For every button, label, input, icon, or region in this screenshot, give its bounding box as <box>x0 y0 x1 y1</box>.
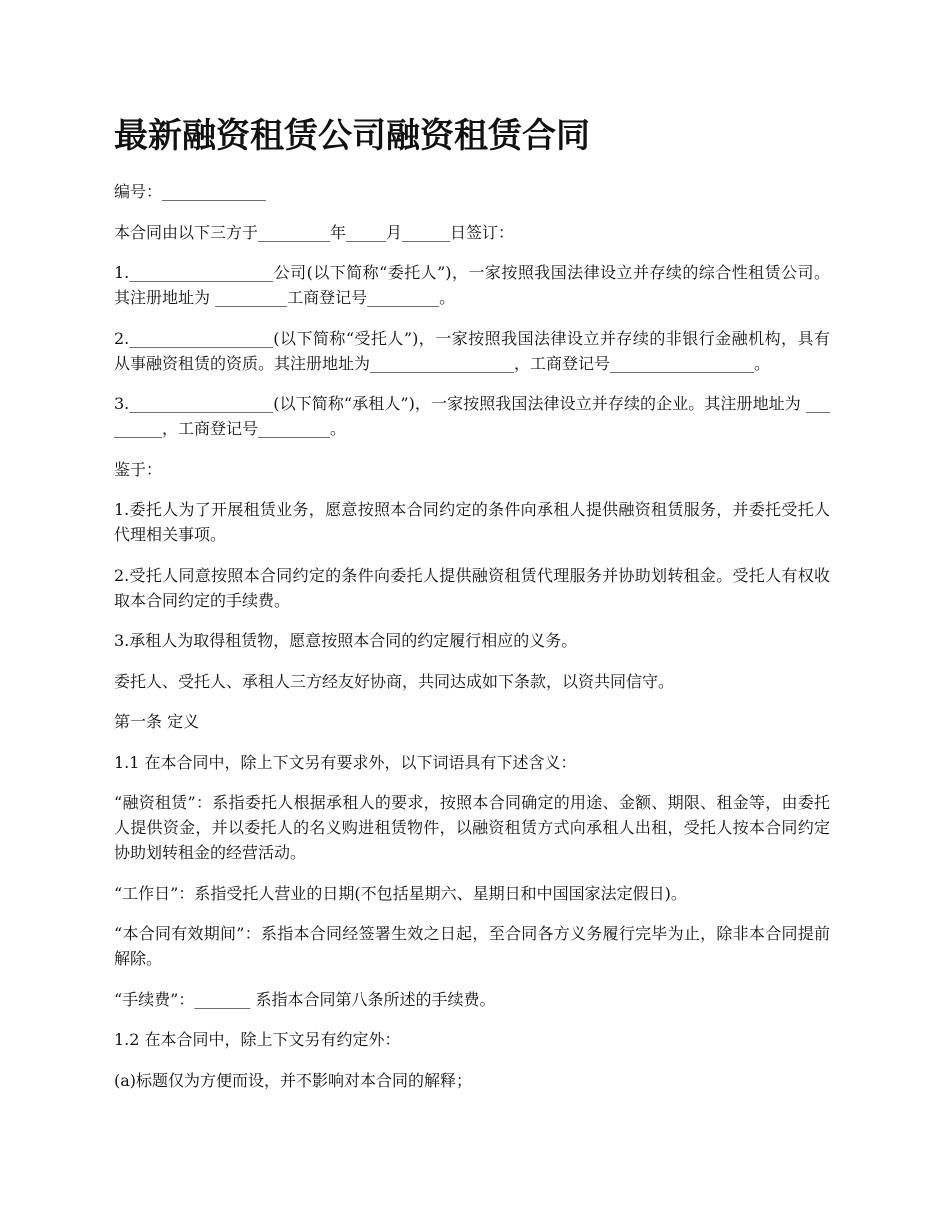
definition-validity-period: “本合同有效期间”：系指本合同经签署生效之日起，至合同各方义务履行完毕为止，除非本合同提前解除。 <box>114 924 830 968</box>
signing-date-line: 本合同由以下三方于_________年_____月______日签订： <box>114 222 515 242</box>
agreement-statement: 委托人、受托人、承租人三方经友好协商，共同达成如下条款，以资共同信守。 <box>114 671 675 691</box>
document-title: 最新融资租赁公司融资租赁合同 <box>114 116 590 156</box>
party-trustee: 2.__________________(以下简称“受托人”)，一家按照我国法律设立并存续的非银行金融机构，具有从事融资租赁的资质。其注册地址为__________________，工商登记号__________________。 <box>114 328 830 373</box>
whereas-clause-1: 1.委托人为了开展租赁业务，愿意按照本合同约定的条件向承租人提供融资租赁服务，并委托受托人代理相关事项。 <box>114 500 830 544</box>
whereas-clause-3: 3.承租人为取得租赁物，愿意按照本合同的约定履行相应的义务。 <box>114 631 578 650</box>
clause-1-2: 1.2 在本合同中，除上下文另有约定外： <box>114 1030 401 1049</box>
party-entrustor: 1.__________________公司(以下简称“委托人”)，一家按照我国法律设立并存续的综合性租赁公司。其注册地址为 _________工商登记号_________。 <box>114 263 830 307</box>
definition-working-day: “工作日”：系指受托人营业的日期(不包括星期六、星期日和中国国家法定假日)。 <box>114 883 687 903</box>
clause-1-2-a: (a)标题仅为方便而设，并不影响对本合同的解释； <box>114 1070 473 1090</box>
definition-handling-fee: “手续费”：_______ 系指本合同第八条所述的手续费。 <box>114 989 496 1009</box>
whereas-clause-2: 2.受托人同意按照本合同约定的条件向委托人提供融资租赁代理服务并协助划转租金。受托人有权收取本合同约定的手续费。 <box>114 565 830 610</box>
clause-1-1: 1.1 在本合同中，除上下文另有要求外，以下词语具有下述含义： <box>114 752 577 772</box>
document-body <box>114 179 830 1108</box>
article-1-heading: 第一条 定义 <box>114 712 200 731</box>
definition-financial-leasing: “融资租赁”：系指委托人根据承租人的要求，按照本合同确定的用途、金额、期限、租金等，由委托人提供资金，并以委托人的名义购进租赁物件，以融资租赁方式向承租人出租，受托人按本合同约定协助划转租金的经营活动。 <box>114 793 830 862</box>
party-lessee: 3.__________________(以下简称“承租人”)，一家按照我国法律设立并存续的企业。其注册地址为 _________，工商登记号_________。 <box>114 394 830 438</box>
contract-number: 编号：_____________ <box>114 182 267 201</box>
whereas-heading: 鉴于： <box>114 459 163 479</box>
